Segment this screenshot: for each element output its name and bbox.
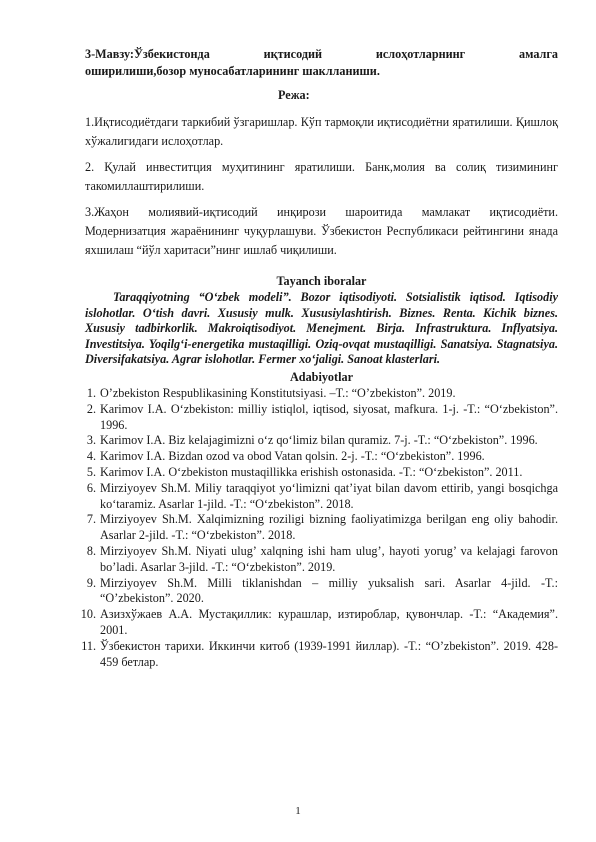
topic-title-line1: 3-Мавзу:Ўзбекистонда иқтисодий ислоҳотларнинг амалга xyxy=(85,47,558,61)
reference-number: 6. xyxy=(86,480,96,495)
reference-text: Karimov I.A. O‘zbekiston mustaqillikka erishish ostonasida. -T.: “O‘zbekiston”. 2011. xyxy=(100,464,523,479)
reference-number: 9. xyxy=(86,575,96,590)
reference-item xyxy=(72,544,558,576)
reference-number: 7. xyxy=(86,512,96,527)
reference-text: Mirziyoyev Sh.M. Milli tiklanishdan – milliy yuksalish sari. Asarlar 4-jild. -T.: “O’zbekiston”. 2020. xyxy=(100,575,558,606)
reference-text: Karimov I.A. Bizdan ozod va obod Vatan qolsin. 2-j. -T.: “O‘zbekiston”. 1996. xyxy=(100,449,485,464)
page-number: 1 xyxy=(295,805,301,817)
topic-title-line2: оширилиши,бозор муносабатларининг шаклланиши. xyxy=(85,64,380,78)
reference-text: Mirziyoyev Sh.M. Xalqimizning roziligi bizning faoliyatimizga berilgan eng oliy bahodir. Asarlar 2-jild. -T.: “O‘zbekiston”. 2018. xyxy=(100,512,558,543)
document-page xyxy=(80,46,558,670)
reference-text: Karimov I.A. O‘zbekiston: milliy istiqlol, iqtisod, siyosat, mafkura. 1-j. -T.: “O‘zbekiston”. 1996. xyxy=(100,401,558,432)
reference-item xyxy=(72,639,558,671)
reference-item xyxy=(72,465,558,481)
plan-item-3: 3.Жаҳон молиявий-иқтисодий инқирози шароитида мамлакат иқтисодиёти. Модернизатция жараёнининг чуқурлашуви. Ўзбекистон Республикаси рейтингини янада яхшилаш “йўл харитаси”нинг ишлаб чиқилиши. xyxy=(85,205,558,257)
topic-title xyxy=(85,46,558,80)
references-list xyxy=(80,385,558,670)
references-heading: Adabiyotlar xyxy=(290,369,353,384)
key-terms-text: Taraqqiyotning “O‘zbek modeli”. Bozor iqtisodiyoti. Sotsialistik iqtisod. Iqtisodiy islohotlar. O‘tish davri. Xususiy mulk. Xususiylashtirish. Biznes. Renta. Kichik biznes. Xususiy tadbirkorlik. Makroiqtisodiyot. Menejment. Birja. Infrastruktura. Inflyatsiya. Investitsiya. Yoqilg‘i-energetika mustaqilligi. Oziq-ovqat mustaqilligi. Sanatsiya. Stagnatsiya. Diversifakatsiya. Agrar islohotlar. Fermer xo‘jaligi. Sanoat klasterlari. xyxy=(85,290,558,367)
reference-item xyxy=(72,512,558,544)
reference-item xyxy=(72,386,558,402)
reference-number: 3. xyxy=(86,433,96,448)
reference-text: Ўзбекистон тарихи. Иккинчи китоб (1939-1991 йиллар). -T.: “O’zbekiston”. 2019. 428-459 бетлар. xyxy=(100,638,558,669)
reference-number: 11. xyxy=(81,638,96,653)
reference-item xyxy=(72,607,558,639)
reference-item xyxy=(72,433,558,449)
key-terms-heading: Tayanch iboralar xyxy=(276,274,367,288)
reference-item xyxy=(72,576,558,608)
reference-text: Mirziyoyev Sh.M. Niyati ulug’ xalqning ishi ham ulug’, hayoti yorug’ va kelajagi farovon bo’ladi. Asarlar 3-jild. -T.: “O‘zbekiston”. 2019. xyxy=(100,543,558,574)
reference-number: 4. xyxy=(86,449,96,464)
reference-item xyxy=(72,449,558,465)
reference-number: 8. xyxy=(86,543,96,558)
reference-number: 2. xyxy=(86,401,96,416)
reference-item xyxy=(72,481,558,513)
reference-text: Karimov I.A. Biz kelajagimizni o‘z qo‘limiz bilan quramiz. 7-j. -T.: “O‘zbekiston”. 1996. xyxy=(100,433,538,448)
reference-number: 1. xyxy=(86,385,96,400)
reference-number: 5. xyxy=(86,464,96,479)
reference-text: O’zbekiston Respublikasining Konstitutsiyasi. –T.: “O’zbekiston”. 2019. xyxy=(100,385,456,400)
reference-item xyxy=(72,402,558,434)
plan-item-1: 1.Иқтисодиётдаги таркибий ўзгаришлар. Кўп тармоқли иқтисодиётни яратилиши. Қишлоқ хўжалигидаги ислоҳотлар. xyxy=(85,115,558,148)
plan-item-2: 2. Қулай инвеститция муҳитининг яратилиши. Банк,молия ва солиқ тизимининг такомиллаштирилиши. xyxy=(85,160,558,193)
reference-text: Mirziyoyev Sh.M. Miliy taraqqiyot yo‘limizni qat’iyat bilan davom ettirib, yangi bosqichga ko‘taramiz. Asarlar 1-jild. -T.: “O‘zbekiston”. 2018. xyxy=(100,480,558,511)
plan-heading: Режа: xyxy=(278,88,310,102)
reference-number: 10. xyxy=(80,607,96,622)
reference-text: Азизхўжаев А.А. Мустақиллик: курашлар, изтироблар, қувончлар. -T.: “Академия”. 2001. xyxy=(100,607,558,637)
